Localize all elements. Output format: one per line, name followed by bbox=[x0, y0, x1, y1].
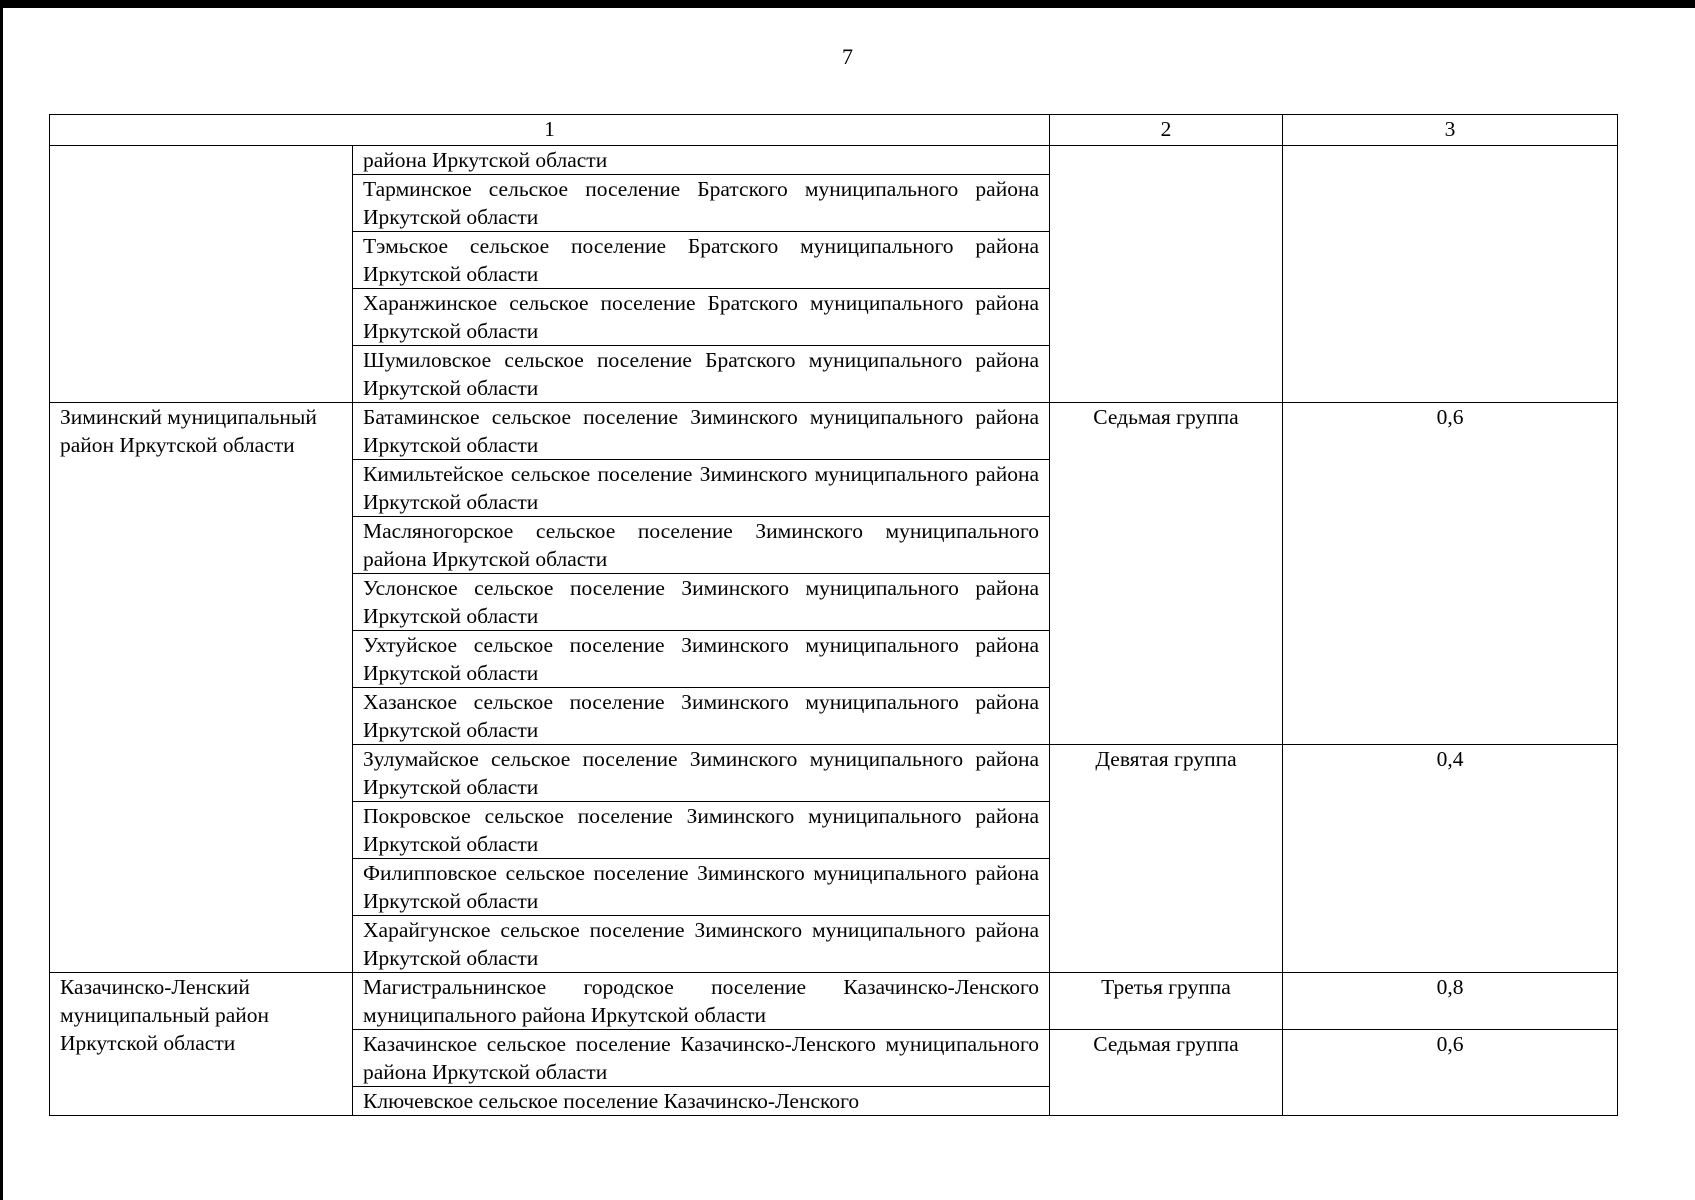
settlement-cell: Харайгунское сельское поселение Зиминского муниципального района Иркутской области bbox=[353, 916, 1050, 973]
coefficient-cell: 0,8 bbox=[1283, 973, 1618, 1030]
settlement-cell: Зулумайское сельское поселение Зиминского муниципального района Иркутской области bbox=[353, 745, 1050, 802]
settlement-cell: Услонское сельское поселение Зиминского муниципального района Иркутской области bbox=[353, 574, 1050, 631]
coefficient-cell: 0,6 bbox=[1283, 403, 1618, 745]
settlement-cell: Хазанское сельское поселение Зиминского муниципального района Иркутской области bbox=[353, 688, 1050, 745]
settlement-cell: Филипповское сельское поселение Зиминского муниципального района Иркутской области bbox=[353, 859, 1050, 916]
group-cell: Седьмая группа bbox=[1050, 403, 1283, 745]
table-header-row bbox=[50, 115, 1618, 146]
group-cell: Девятая группа bbox=[1050, 745, 1283, 973]
page-number: 7 bbox=[842, 44, 853, 69]
table-row bbox=[50, 403, 1618, 460]
settlement-cell: Ухтуйское сельское поселение Зиминского муниципального района Иркутской области bbox=[353, 631, 1050, 688]
district-cell: Казачинско-Ленский муниципальный район Иркутской области bbox=[50, 973, 353, 1116]
header-col-1: 1 bbox=[50, 115, 1050, 146]
settlement-cell: Ключевское сельское поселение Казачинско-Ленского bbox=[353, 1087, 1050, 1116]
settlement-cell: района Иркутской области bbox=[353, 146, 1050, 175]
header-col-3: 3 bbox=[1283, 115, 1618, 146]
settlement-cell: Магистральнинское городское поселение Казачинско-Ленского муниципального района Иркутской области bbox=[353, 973, 1050, 1030]
settlement-cell: Тарминское сельское поселение Братского муниципального района Иркутской области bbox=[353, 175, 1050, 232]
settlement-cell: Казачинское сельское поселение Казачинско-Ленского муниципального района Иркутской области bbox=[353, 1030, 1050, 1087]
settlement-cell: Батаминское сельское поселение Зиминского муниципального района Иркутской области bbox=[353, 403, 1050, 460]
group-cell: Третья группа bbox=[1050, 973, 1283, 1030]
table-row bbox=[50, 146, 1618, 175]
settlement-cell: Шумиловское сельское поселение Братского муниципального района Иркутской области bbox=[353, 346, 1050, 403]
header-col-2: 2 bbox=[1050, 115, 1283, 146]
coefficient-cell: 0,6 bbox=[1283, 1030, 1618, 1116]
group-cell bbox=[1050, 146, 1283, 403]
table-row bbox=[50, 973, 1618, 1030]
group-cell: Седьмая группа bbox=[1050, 1030, 1283, 1116]
settlement-cell: Харанжинское сельское поселение Братского муниципального района Иркутской области bbox=[353, 289, 1050, 346]
district-cell: Зиминский муниципальный район Иркутской области bbox=[50, 403, 353, 973]
settlement-cell: Тэмьское сельское поселение Братского муниципального района Иркутской области bbox=[353, 232, 1050, 289]
left-border bbox=[0, 0, 3, 1200]
top-border bbox=[0, 0, 1695, 8]
district-cell bbox=[50, 146, 353, 403]
settlement-cell: Покровское сельское поселение Зиминского муниципального района Иркутской области bbox=[353, 802, 1050, 859]
settlements-table bbox=[49, 114, 1618, 1116]
coefficient-cell bbox=[1283, 146, 1618, 403]
coefficient-cell: 0,4 bbox=[1283, 745, 1618, 973]
settlement-cell: Масляногорское сельское поселение Зиминского муниципального района Иркутской области bbox=[353, 517, 1050, 574]
settlement-cell: Кимильтейское сельское поселение Зиминского муниципального района Иркутской области bbox=[353, 460, 1050, 517]
